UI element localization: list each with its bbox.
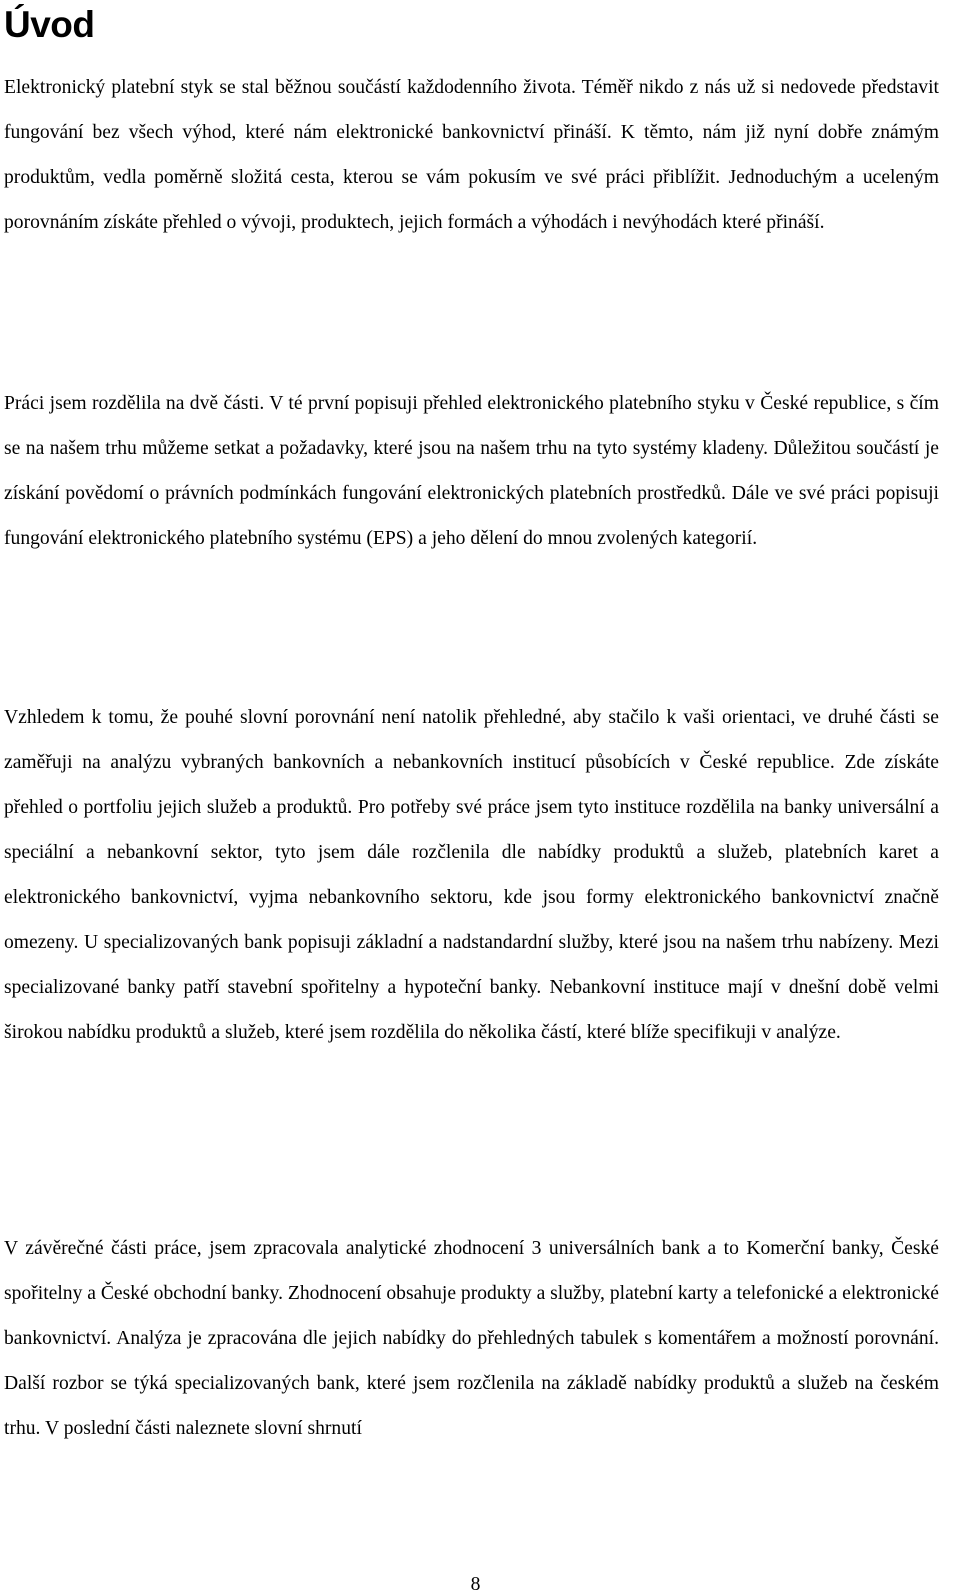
page-number: 8 xyxy=(470,1574,481,1595)
structure-paragraph: Práci jsem rozdělila na dvě části. V té první popisuji přehled elektronického platebního styku v České republice, s čím se na našem trhu můžeme setkat a požadavky, které jsou na našem trhu na tyto systémy kladeny. Důležitou součástí je získání povědomí o právních podmínkách fungování elektronických platebních prostředků. Dále ve své práci popisuji fungování elektronického platebního systému (EPS) a jeho dělení do mnou zvolených kategorií. xyxy=(4,393,939,549)
page-title: Úvod xyxy=(4,4,95,45)
intro-paragraph: Elektronický platební styk se stal běžnou součástí každodenního života. Téměř nikdo z nás už si nedovede představit fungování bez všech výhod, které nám elektronické bankovnictví přináší. K těmto, nám již nyní dobře známým produktům, vedla poměrně složitá cesta, kterou se vám pokusím ve své práci přiblížit. Jednoduchým a uceleným porovnáním získáte přehled o vývoji, produktech, jejich formách a výhodách i nevýhodách které přináší. xyxy=(4,77,939,233)
analysis-paragraph: Vzhledem k tomu, že pouhé slovní porovnání není natolik přehledné, aby stačilo k vaši orientaci, ve druhé části se zaměřuji na analýzu vybraných bankovních a nebankovních institucí působících v České republice. Zde získáte přehled o portfoliu jejich služeb a produktů. Pro potřeby své práce jsem tyto instituce rozdělila na banky universální a speciální a nebankovní sektor, tyto jsem dále rozčlenila dle nabídky produktů a služeb, platebních karet a elektronického bankovnictví, vyjma nebankovního sektoru, kde jsou formy elektronického bankovnictví značně omezeny. U specializovaných bank popisuji základní a nadstandardní služby, které jsou na našem trhu nabízeny. Mezi specializované banky patří stavební spořitelny a hypoteční banky. Nebankovní instituce mají v dnešní době velmi širokou nabídku produktů a služeb, které jsem rozdělila do několika částí, které blíže specifikuji v analýze. xyxy=(4,707,939,1043)
conclusion-paragraph: V závěrečné části práce, jsem zpracovala analytické zhodnocení 3 universálních bank a to Komerční banky, České spořitelny a České obchodní banky. Zhodnocení obsahuje produkty a služby, platební karty a telefonické a elektronické bankovnictví. Analýza je zpracována dle jejich nabídky do přehledných tabulek s komentářem a možností porovnání. Další rozbor se týká specializovaných bank, které jsem rozčlenila na základě nabídky produktů a služeb na českém trhu. V poslední části naleznete slovní shrnutí xyxy=(4,1238,939,1439)
